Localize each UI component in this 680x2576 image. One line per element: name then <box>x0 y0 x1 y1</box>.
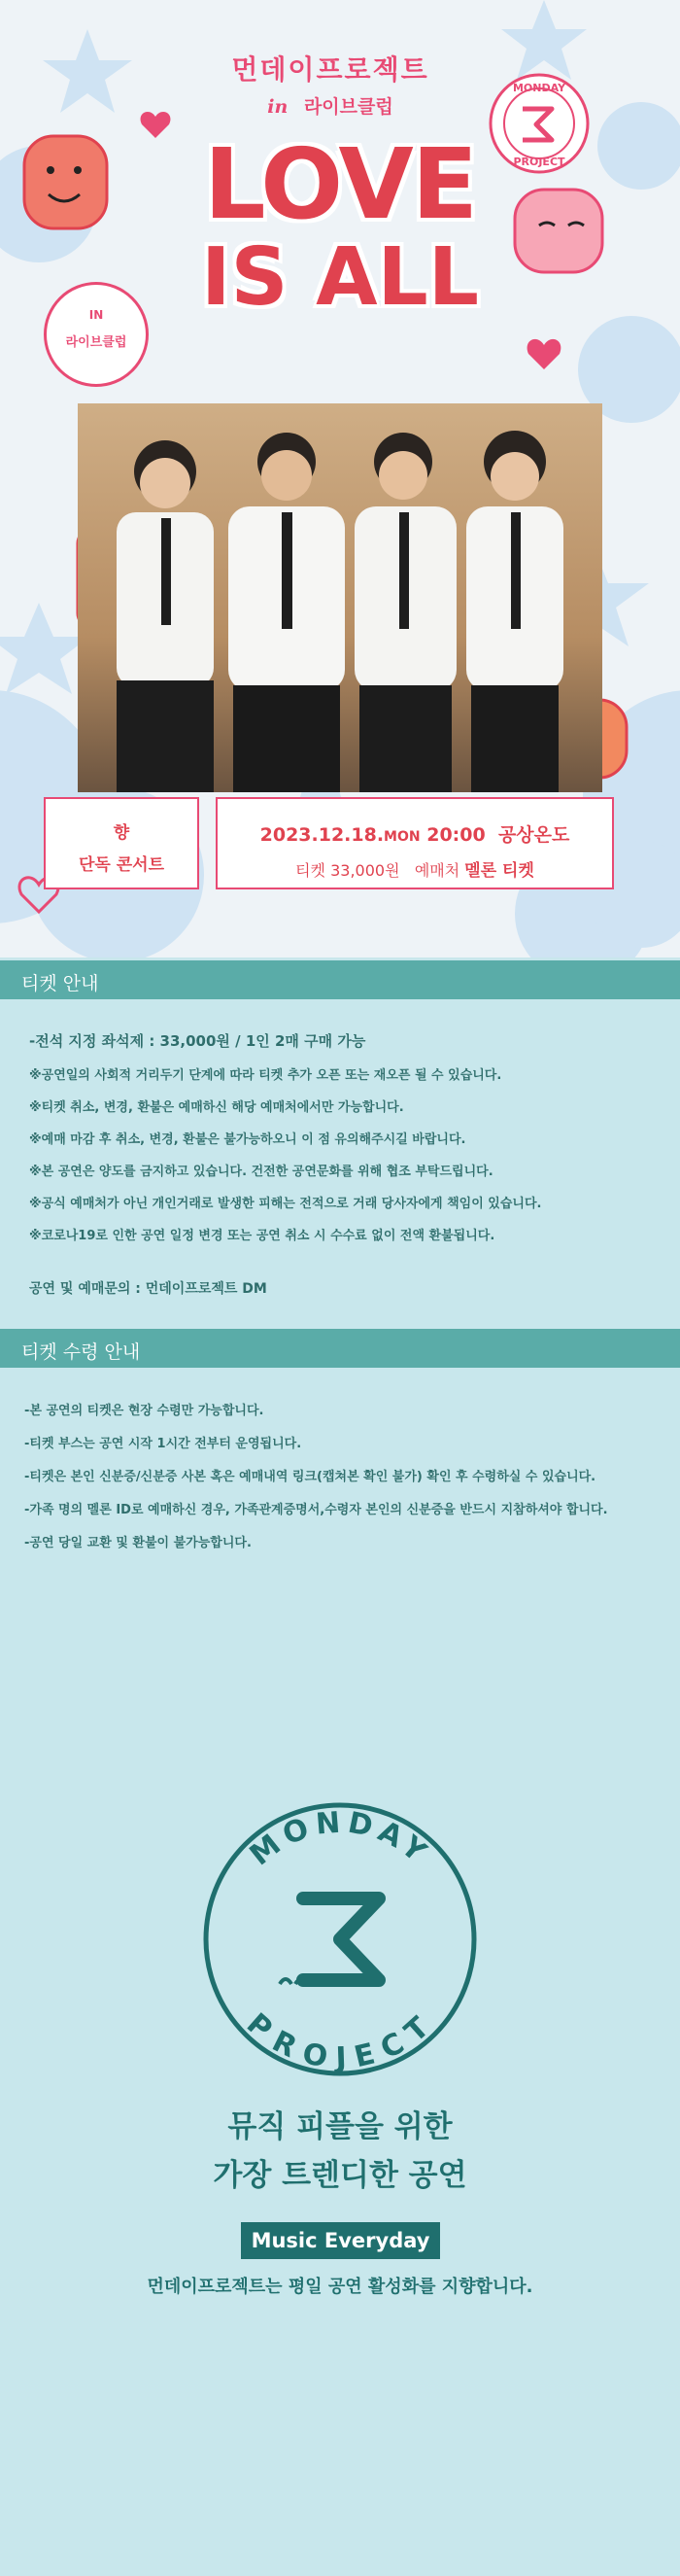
poster-subtitle <box>185 92 476 119</box>
headline-is-all: IS ALL <box>200 231 480 324</box>
ticket-note: ※공연일의 사회적 거리두기 단계에 따라 티켓 추가 오픈 또는 재오픈 될 수 있습니다. <box>29 1068 502 1083</box>
pickup-item: -가족 명의 멜론 ID로 예매하신 경우, 가족관계증명서,수령자 본인의 신분증을 반드시 지참하셔야 합니다. <box>24 1503 608 1517</box>
ticket-note: ※예매 마감 후 취소, 변경, 환불은 불가능하오니 이 점 유의해주시길 바랍니다. <box>29 1132 466 1147</box>
concert-venue: 공상온도 <box>497 824 570 846</box>
contact-line: 공연 및 예매문의 : 먼데이프로젝트 DM <box>29 1281 267 1297</box>
ticket-note: ※코로나19로 인한 공연 일정 변경 또는 공연 취소 시 수수료 없이 전액 환불됩니다. <box>29 1229 495 1243</box>
logo-top-text: MONDAY <box>512 82 566 94</box>
logo-bottom-text: PROJECT <box>513 156 565 168</box>
concert-type: 단독 콘서트 <box>78 855 165 875</box>
concert-day: MON <box>384 829 421 845</box>
footer-monday-project-logo <box>194 1793 486 2085</box>
ticket-price-line: -전석 지정 좌석제 : 33,000원 / 1인 2매 구매 가능 <box>29 1032 366 1050</box>
svg-text:MONDAY <box>244 1805 437 1872</box>
band-photo <box>78 403 602 792</box>
pickup-item: -티켓 부스는 공연 시작 1시간 전부터 운영됩니다. <box>24 1437 302 1451</box>
footer-description: 먼데이프로젝트는 평일 공연 활성화를 지향합니다. <box>147 2277 533 2297</box>
svg-text:PROJECT <box>240 2006 440 2075</box>
music-everyday-badge: Music Everyday <box>241 2222 440 2259</box>
concert-time: 20:00 <box>426 824 486 846</box>
headline-love: LOVE <box>203 127 477 241</box>
pickup-item: -공연 당일 교환 및 환불이 불가능합니다. <box>24 1536 252 1550</box>
concert-details-box <box>216 797 614 889</box>
ticket-info-header: 티켓 안내 <box>0 960 680 999</box>
concert-poster <box>0 0 680 957</box>
poster-subtitle-venue: 라이브클럽 <box>303 96 393 118</box>
slogan-line-1: 뮤직 피플을 위한 <box>227 2109 453 2144</box>
ticket-label: 티켓 <box>295 861 326 880</box>
poster-title: 먼데이프로젝트 <box>231 53 429 86</box>
concert-date: 2023.12.18. <box>259 824 385 846</box>
pickup-info-body <box>24 1400 675 1565</box>
footer-logo-top-text: MONDAY <box>243 1805 437 1873</box>
ticket-summary <box>218 856 612 881</box>
venue-badge-name: 라이브클럽 <box>65 335 127 350</box>
slogan-line-2: 가장 트렌디한 공연 <box>213 2158 467 2193</box>
poster-subtitle-in: in <box>267 96 289 118</box>
ticket-note: ※티켓 취소, 변경, 환불은 예매하신 해당 예매처에서만 가능합니다. <box>29 1100 404 1115</box>
venue-badge-in: IN <box>88 308 104 322</box>
pickup-item: -본 공연의 티켓은 현장 수령만 가능합니다. <box>24 1404 264 1418</box>
ticket-info-body <box>29 1030 670 1298</box>
ticket-price: 33,000원 <box>330 861 400 880</box>
ticket-note: ※본 공연은 양도를 금지하고 있습니다. 건전한 공연문화를 위해 협조 부탁드립니다. <box>29 1165 493 1179</box>
venue-badge <box>44 282 149 387</box>
concert-datetime <box>218 820 612 847</box>
monday-project-logo <box>486 70 593 177</box>
footer-logo-bottom-text: PROJECT <box>239 2006 441 2076</box>
vendor-name: 멜론 티켓 <box>464 861 534 881</box>
artist-name: 향 <box>113 823 130 843</box>
artist-box <box>44 797 199 889</box>
pickup-item: -티켓은 본인 신분증/신분증 사본 혹은 예매내역 링크(캡쳐본 확인 불가) 확인 후 수령하실 수 있습니다. <box>24 1470 596 1484</box>
vendor-label: 예매처 <box>414 861 460 880</box>
ticket-note: ※공식 예매처가 아닌 개인거래로 발생한 피해는 전적으로 거래 당사자에게 책임이 있습니다. <box>29 1197 542 1211</box>
pickup-info-header: 티켓 수령 안내 <box>0 1329 680 1368</box>
